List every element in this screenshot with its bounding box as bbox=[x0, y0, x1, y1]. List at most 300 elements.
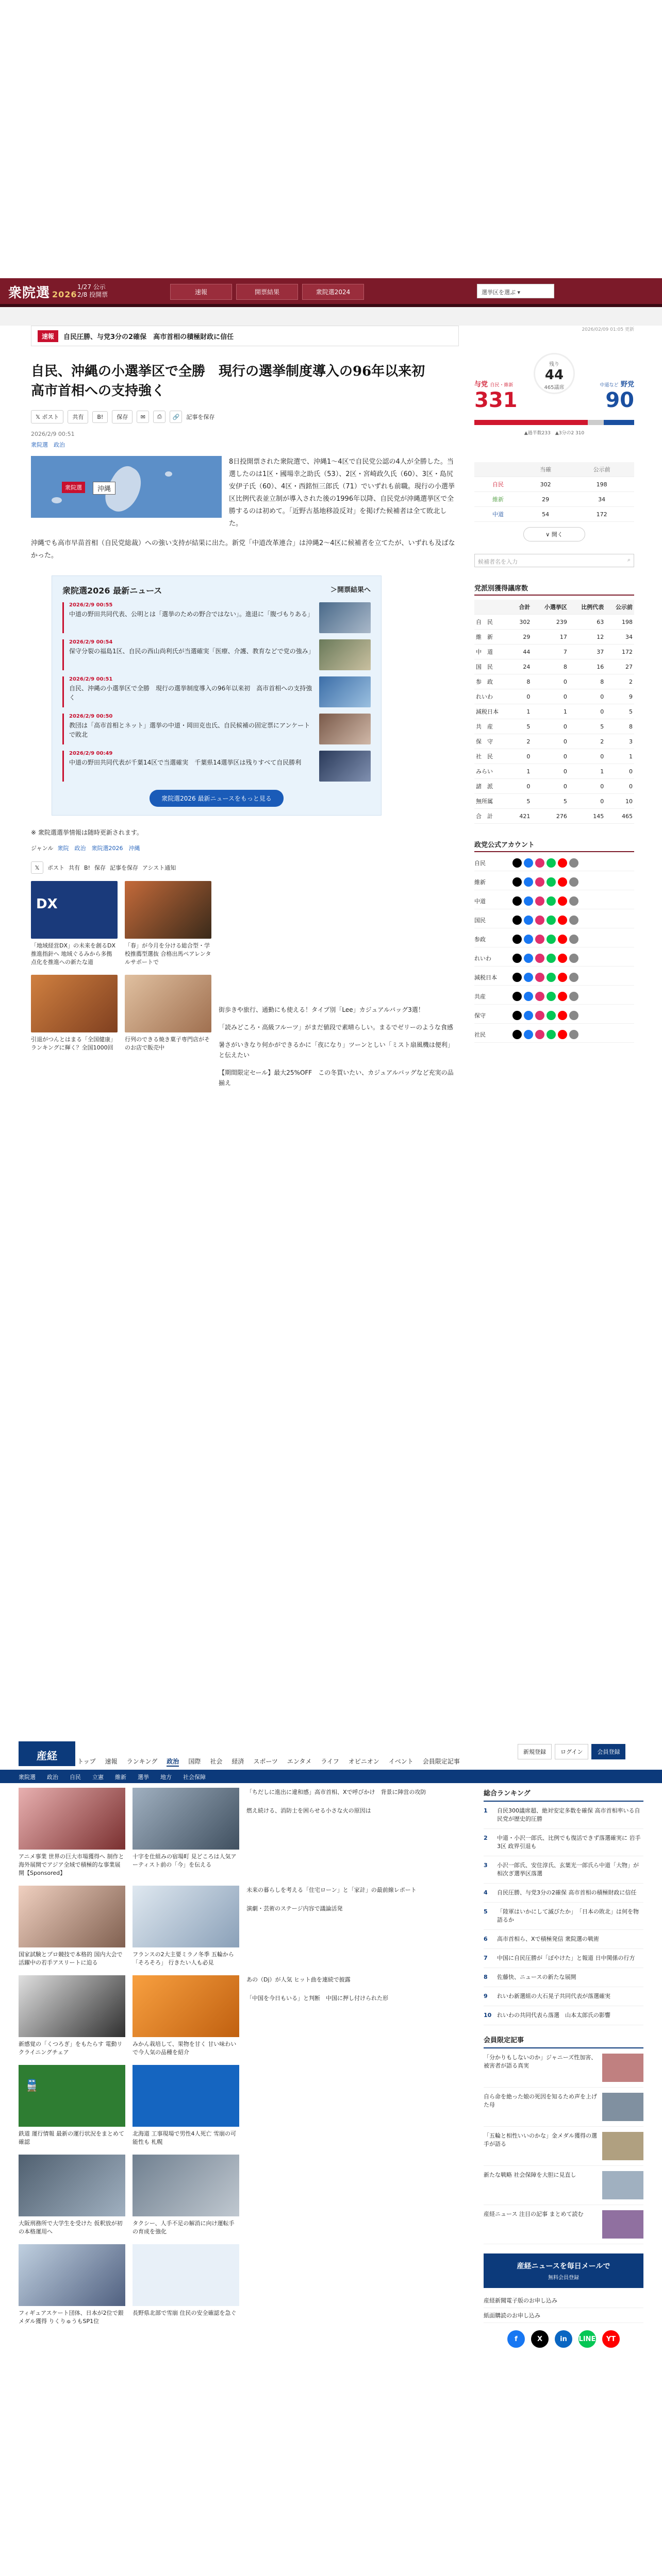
search-icon[interactable]: ⌕ bbox=[627, 556, 631, 563]
sns-icon[interactable] bbox=[535, 858, 544, 868]
member-headline[interactable]: 自ら命を絶った娘の死因を知るため声を上げた母 bbox=[484, 2093, 597, 2108]
card-text[interactable]: 長野県北部で雪崩 住民の安全確認を急ぐ bbox=[133, 2310, 237, 2316]
sns-icon[interactable] bbox=[512, 992, 522, 1001]
grid-card[interactable] bbox=[19, 1788, 125, 1877]
sns-button[interactable]: X bbox=[531, 2330, 549, 2348]
site-nav bbox=[77, 1757, 460, 1767]
recommend-side-item[interactable]: 【期間限定セール】最大25%OFF この冬買いたい、カジュアルバッグなど充実の品揃え bbox=[219, 1069, 454, 1087]
recommend-text[interactable]: 「地域経営DX」の未来を創るDX推進指針へ 地域ぐるみから多拠点化を推進への新たな道 bbox=[31, 942, 116, 965]
grid-card[interactable] bbox=[133, 2244, 239, 2326]
island-shape bbox=[165, 471, 172, 477]
card-image[interactable] bbox=[19, 2244, 125, 2306]
subnav-item[interactable]: 社会保障 bbox=[183, 1774, 206, 1781]
map-tag: 沖縄 bbox=[93, 482, 115, 495]
mid-item[interactable]: 「中国を今日もいる」と判断 中国に押し付けられた形 bbox=[246, 1995, 388, 2002]
sns-icon[interactable] bbox=[524, 1011, 533, 1020]
rank-headline[interactable]: 自民300議席超、絶対安定多数を確保 高市首相率いる自民党が歴史的圧勝 bbox=[497, 1807, 640, 1822]
opposition-block bbox=[600, 379, 634, 412]
sns-icon[interactable] bbox=[512, 935, 522, 944]
table-cell: 0 bbox=[569, 704, 605, 719]
ranking-list bbox=[484, 1802, 643, 2025]
recommend-text[interactable]: 行列のできる焼き菓子専門店がそのお店で販売中 bbox=[125, 1036, 210, 1051]
card-image[interactable] bbox=[133, 2244, 239, 2306]
news-item[interactable] bbox=[62, 714, 371, 744]
nav-item[interactable]: 国際 bbox=[188, 1758, 201, 1765]
table-cell: 0 bbox=[532, 779, 568, 794]
sns-icon[interactable] bbox=[547, 954, 556, 963]
table-cell: 共 産 bbox=[474, 719, 511, 734]
news-thumbnail[interactable] bbox=[319, 602, 371, 633]
sns-icon[interactable] bbox=[558, 973, 567, 982]
rank-headline[interactable]: 小沢一郎氏、安住淳氏、玄葉光一郎氏ら中道「大物」が相次ぎ選挙区落選 bbox=[497, 1862, 639, 1877]
site-subnav bbox=[0, 1770, 662, 1783]
rank-number: 6 bbox=[484, 1936, 488, 1942]
sns-button[interactable]: YT bbox=[602, 2330, 620, 2348]
subnav-item[interactable]: 維新 bbox=[115, 1774, 126, 1781]
sns-icon[interactable] bbox=[547, 877, 556, 887]
article-category[interactable]: 衆院選 政治 bbox=[31, 442, 65, 448]
table-row: 中道 54 172 bbox=[474, 507, 634, 522]
card-text[interactable]: 北海道 工事現場で男性4人死亡 雪崩の可能性も 札幌 bbox=[133, 2130, 236, 2145]
subnav-item[interactable]: 地方 bbox=[160, 1774, 172, 1781]
grid-card[interactable] bbox=[19, 2065, 125, 2146]
card-image[interactable] bbox=[133, 2155, 239, 2216]
login-button[interactable]: ログイン bbox=[555, 1744, 588, 1759]
subnav-item[interactable]: 衆院選 bbox=[19, 1774, 36, 1781]
save-article-link[interactable]: 記事を保存 bbox=[186, 414, 215, 420]
table-cell: 減税日本 bbox=[474, 704, 511, 719]
table-cell: 0 bbox=[511, 749, 532, 764]
mid-list bbox=[246, 1886, 483, 1967]
table-cell: 465 bbox=[605, 809, 634, 824]
card-text[interactable]: みかん栽培して、果物を甘く 甘い味わいで今人気の品種を紹介 bbox=[133, 2041, 237, 2056]
island-shape bbox=[52, 497, 62, 503]
member-item[interactable] bbox=[484, 2088, 643, 2127]
mid-item[interactable]: 演劇・芸術のステージ内容で議論活発 bbox=[246, 1905, 343, 1912]
table-cell: 社 民 bbox=[474, 749, 511, 764]
sns-icon[interactable] bbox=[524, 973, 533, 982]
table-cell: 0 bbox=[532, 674, 568, 689]
sns-icon[interactable] bbox=[535, 877, 544, 887]
rank-headline[interactable]: 「陸軍はいかにして滅びたか」 「日本の敗北」は何を物語るか bbox=[497, 1908, 639, 1923]
news-headline[interactable]: 中道の野田共同代表が千葉14区で当選確実 千葉県14選挙区は残りすべて自民勝利 bbox=[69, 759, 302, 766]
sns-icon[interactable] bbox=[547, 1011, 556, 1020]
sns-icon[interactable] bbox=[547, 858, 556, 868]
card-text[interactable]: タクシー、人手不足の解消に向け運転手の育成を強化 bbox=[133, 2220, 235, 2235]
account-row bbox=[474, 912, 634, 928]
news-time: 2026/2/9 00:50 bbox=[69, 714, 113, 719]
header-strip bbox=[0, 307, 662, 326]
ranking-item[interactable] bbox=[484, 1903, 643, 1930]
table-cell: 0 bbox=[532, 749, 568, 764]
recommend-image[interactable] bbox=[125, 975, 211, 1032]
mid-item[interactable]: あの（Dj）が人気 ヒット曲を連続で披露 bbox=[246, 1976, 351, 1983]
candidate-search-input[interactable]: 候補者名を入力 ⌕ bbox=[474, 554, 634, 567]
nav-item[interactable]: ランキング bbox=[126, 1758, 158, 1765]
register-button[interactable]: 新規登録 bbox=[518, 1744, 552, 1759]
rank-headline[interactable]: れいわ新選組の大石晃子共同代表が落選確実 bbox=[497, 1993, 610, 1999]
nav-item[interactable]: 速報 bbox=[105, 1758, 118, 1765]
rank-headline[interactable]: 高市首相ら、Xで積極発信 衆院選の戦術 bbox=[497, 1936, 600, 1942]
sns-icon[interactable] bbox=[535, 916, 544, 925]
card-image[interactable] bbox=[133, 1975, 239, 2037]
site-logo[interactable]: 産経 bbox=[19, 1741, 75, 1766]
subscribe-link[interactable]: 産経新聞電子版のお申し込み bbox=[484, 2293, 643, 2308]
sns-icon[interactable] bbox=[524, 916, 533, 925]
nav-item[interactable]: ライフ bbox=[321, 1758, 339, 1765]
card-text[interactable]: フランスの2大主要ミラノ冬季 五輪から 「そろそろ」 行きたい人も必見 bbox=[133, 1951, 234, 1966]
election-nav bbox=[170, 284, 364, 300]
recommend-text[interactable]: 引退がつんとはまる「全国健康」ランキングに輝く？全国1000回 bbox=[31, 1036, 116, 1051]
table-cell: 5 bbox=[511, 719, 532, 734]
sns-row bbox=[484, 2330, 643, 2348]
member-item[interactable] bbox=[484, 2048, 643, 2088]
sns-icon[interactable] bbox=[535, 954, 544, 963]
opposition-seats: 90 bbox=[605, 388, 634, 412]
table-row bbox=[474, 764, 634, 779]
sns-icon[interactable] bbox=[512, 896, 522, 906]
member-item[interactable] bbox=[484, 2166, 643, 2205]
subnav-item[interactable]: 政治 bbox=[47, 1774, 58, 1781]
member-headline[interactable]: 新たな戦略 社会保障を大胆に見直し bbox=[484, 2172, 576, 2178]
sns-icon[interactable] bbox=[524, 992, 533, 1001]
sns-icon[interactable] bbox=[558, 916, 567, 925]
ranking-item[interactable] bbox=[484, 2006, 643, 2025]
nav-item[interactable]: 社会 bbox=[210, 1758, 223, 1765]
sns-icon[interactable] bbox=[547, 935, 556, 944]
news-thumbnail[interactable] bbox=[319, 676, 371, 707]
table-cell: 5 bbox=[511, 794, 532, 809]
table-cell: 5 bbox=[532, 794, 568, 809]
election-logo[interactable]: 衆院選 2026 bbox=[8, 285, 77, 301]
subnav-item[interactable]: 選挙 bbox=[138, 1774, 149, 1781]
sns-icon[interactable] bbox=[524, 935, 533, 944]
sns-icon[interactable] bbox=[512, 1030, 522, 1039]
card-image[interactable] bbox=[19, 1886, 125, 1947]
sns-button[interactable]: f bbox=[507, 2330, 525, 2348]
member-item[interactable] bbox=[484, 2205, 643, 2244]
grid-card[interactable] bbox=[133, 2065, 239, 2146]
recommend-card[interactable] bbox=[31, 975, 118, 1052]
rank-headline[interactable]: れいわの共同代表ら落選 山本太郎氏の影響 bbox=[497, 2012, 610, 2019]
recommend-image[interactable] bbox=[31, 975, 118, 1032]
account-party: 維新 bbox=[474, 879, 486, 886]
sns-icon[interactable] bbox=[547, 1030, 556, 1039]
ranking-item[interactable] bbox=[484, 1884, 643, 1903]
save-article-bottom[interactable]: 記事を保存 bbox=[109, 865, 138, 871]
sns-icon[interactable] bbox=[512, 1011, 522, 1020]
grid-card[interactable] bbox=[19, 2155, 125, 2236]
subscribe-link[interactable]: 紙面購読のお申し込み bbox=[484, 2308, 643, 2323]
sns-icon[interactable] bbox=[524, 877, 533, 887]
members-list bbox=[484, 2048, 643, 2244]
rank-headline[interactable]: 自民圧勝、与党3分の2確保 高市首相の積極財政に信任 bbox=[497, 1889, 637, 1896]
sns-icon[interactable] bbox=[547, 896, 556, 906]
sns-icon[interactable] bbox=[547, 973, 556, 982]
ranking-item[interactable] bbox=[484, 1829, 643, 1856]
recommend-side bbox=[219, 881, 459, 1095]
post-button[interactable]: 𝕏 ポスト bbox=[31, 410, 63, 423]
grid-card[interactable] bbox=[133, 2155, 239, 2236]
member-thumbnail[interactable] bbox=[602, 2054, 643, 2082]
card-text[interactable]: 新感覚の「くつろぎ」をもたらす 電動リクライニングチェア bbox=[19, 2041, 123, 2056]
mid-item[interactable]: 未来の暮らしを考える「住宅ローン」と「家計」の最前線レポート bbox=[246, 1887, 417, 1893]
grid-card[interactable] bbox=[19, 2244, 125, 2326]
account-party: 中道 bbox=[474, 898, 486, 905]
mid-item[interactable]: 燃え続ける、消防士を困らせる小さな火の原因は bbox=[246, 1807, 371, 1814]
sns-icon[interactable] bbox=[535, 1030, 544, 1039]
remaining-seats: 44 bbox=[544, 367, 564, 383]
share-button[interactable]: 共有 bbox=[68, 410, 88, 423]
assist-bottom[interactable]: アシスト通知 bbox=[142, 865, 176, 871]
recommend-card[interactable] bbox=[31, 881, 118, 967]
sns-icon[interactable] bbox=[569, 935, 578, 944]
sns-icon[interactable] bbox=[524, 858, 533, 868]
sns-icon[interactable] bbox=[512, 858, 522, 868]
sns-icon[interactable] bbox=[535, 935, 544, 944]
breaking-alert[interactable] bbox=[31, 326, 459, 346]
link-icon[interactable]: 🔗 bbox=[170, 411, 182, 423]
nav-item[interactable]: イベント bbox=[388, 1758, 413, 1765]
table-row bbox=[474, 615, 634, 630]
newsletter-banner[interactable]: 産経ニュースを毎日メールで 無料会員登録 bbox=[484, 2253, 643, 2288]
news-headline[interactable]: 自民、沖縄の小選挙区で全勝 現行の選挙制度導入の96年以来初 高市首相への支持強く bbox=[69, 685, 312, 701]
recommend-side-item[interactable]: 街歩きや旅行、通勤にも使える！タイプ別「Lee」カジュアルバッグ3選！ bbox=[219, 1006, 424, 1013]
mail-icon[interactable]: ✉ bbox=[137, 411, 149, 423]
card-image[interactable] bbox=[133, 1886, 239, 1947]
nav-results[interactable]: 開票結果 bbox=[236, 284, 298, 300]
member-headline[interactable]: 「五輪と相性いいのかな」金メダル獲得の選手が語る bbox=[484, 2132, 597, 2147]
sns-icon[interactable] bbox=[558, 992, 567, 1001]
table-row bbox=[474, 734, 634, 749]
card-text[interactable]: アニメ事業 世界の巨大市場獲得へ 制作と海外展開でアジア全域で積極的な事業展開【Sponsored】 bbox=[19, 1853, 124, 1876]
card-image[interactable] bbox=[133, 1788, 239, 1850]
seat-gauge bbox=[474, 337, 634, 456]
grid-card[interactable] bbox=[133, 1788, 239, 1877]
mid-item[interactable]: 「ちだしに進出に違和感」高市首相、Xで呼びかけ 背景に陣営の攻防 bbox=[246, 1789, 426, 1795]
table-cell: 9 bbox=[605, 689, 634, 704]
card-text[interactable]: 国家試験とプロ競技で本格的 国内大会で活躍中の若手アスリートに迫る bbox=[19, 1951, 123, 1966]
recommend-image[interactable]: DX bbox=[31, 881, 118, 939]
recommend-side-item[interactable]: 暑さがいきなり何かができるかに「夜になり」ツーンとしい「ミスト扇風機は便利」と伝えたい bbox=[219, 1041, 454, 1059]
party-table-title: 党派別獲得議席数 bbox=[474, 583, 634, 596]
account-party: 国民 bbox=[474, 917, 486, 924]
grid-card[interactable] bbox=[133, 1886, 239, 1967]
table-cell: 7 bbox=[532, 645, 568, 659]
sns-icon[interactable] bbox=[558, 858, 567, 868]
ruling-block bbox=[474, 379, 518, 412]
majority-note: ▲過半数233 ▲3分の2 310 bbox=[524, 431, 585, 436]
sns-icon[interactable] bbox=[569, 858, 578, 868]
sns-icon[interactable] bbox=[512, 954, 522, 963]
print-icon[interactable]: ⎙ bbox=[153, 411, 166, 423]
account-party: 社民 bbox=[474, 1031, 486, 1038]
latest-news-box bbox=[52, 575, 382, 816]
recommend-text[interactable]: 「春」が今月を分ける総合型・学校推薦型選抜 合格出馬ペアレンタルサポートで bbox=[125, 942, 211, 965]
table-cell: 8 bbox=[532, 659, 568, 674]
account-row bbox=[474, 874, 634, 890]
member-thumbnail[interactable] bbox=[602, 2132, 643, 2160]
table-cell: 0 bbox=[532, 764, 568, 779]
sns-icon[interactable] bbox=[569, 954, 578, 963]
member-headline[interactable]: 産経ニュース 注目の記事 まとめて読む bbox=[484, 2211, 584, 2217]
sns-button[interactable]: in bbox=[555, 2330, 572, 2348]
ranking-item[interactable] bbox=[484, 1802, 643, 1829]
member-thumbnail[interactable] bbox=[602, 2210, 643, 2239]
sns-icon[interactable] bbox=[569, 1011, 578, 1020]
ranking-item[interactable] bbox=[484, 1968, 643, 1987]
sns-icon[interactable] bbox=[535, 973, 544, 982]
mid-list bbox=[246, 1788, 483, 1877]
sns-icon[interactable] bbox=[524, 896, 533, 906]
table-cell: 421 bbox=[511, 809, 532, 824]
table-cell: 44 bbox=[511, 645, 532, 659]
table-row bbox=[474, 809, 634, 824]
news-item[interactable] bbox=[62, 751, 371, 782]
sns-icon[interactable] bbox=[535, 896, 544, 906]
nav-item[interactable]: 会員限定記事 bbox=[422, 1758, 460, 1765]
nav-breaking[interactable]: 速報 bbox=[170, 284, 232, 300]
news-headline[interactable]: 教団は「高市首相とネット」選挙の中道・岡田克也氏、自民候補の固定票にアンケートで敗北 bbox=[69, 722, 310, 738]
card-image[interactable] bbox=[19, 1975, 125, 2037]
sns-icon[interactable] bbox=[512, 973, 522, 982]
table-cell: 諸 派 bbox=[474, 779, 511, 794]
sns-icon[interactable] bbox=[558, 1011, 567, 1020]
member-thumbnail[interactable] bbox=[602, 2093, 643, 2121]
sns-icon[interactable] bbox=[569, 896, 578, 906]
main-column bbox=[31, 326, 459, 1095]
table-cell: 239 bbox=[532, 615, 568, 630]
hatena-button-bottom[interactable]: B! bbox=[84, 864, 90, 871]
x-icon[interactable]: 𝕏 bbox=[31, 861, 43, 874]
card-image[interactable]: 🚆 bbox=[19, 2065, 125, 2127]
sns-icon[interactable] bbox=[535, 992, 544, 1001]
nav-item[interactable]: エンタメ bbox=[287, 1758, 312, 1765]
sns-icon[interactable] bbox=[558, 1030, 567, 1039]
nav-item[interactable]: オピニオン bbox=[348, 1758, 379, 1765]
nav-item[interactable]: トップ bbox=[77, 1758, 96, 1765]
card-text[interactable]: 鉄道 運行情報 最新の運行状況をまとめて確認 bbox=[19, 2130, 124, 2145]
more-news-button[interactable]: 衆院選2026 最新ニュースをもっと見る bbox=[150, 790, 284, 807]
member-item[interactable] bbox=[484, 2127, 643, 2166]
news-item[interactable] bbox=[62, 676, 371, 707]
recommend-image[interactable] bbox=[125, 881, 211, 939]
sns-icon[interactable] bbox=[547, 992, 556, 1001]
tag-link[interactable]: 衆院 政治 衆院選2026 沖縄 bbox=[57, 845, 140, 852]
member-headline[interactable]: 「分かりもしないのか」ジャニーズ性加害、被害者が語る真実 bbox=[484, 2054, 597, 2069]
table-row bbox=[474, 749, 634, 764]
card-text[interactable]: 十字を仕組みの宿場町 見どころは人気アーティスト前の「今」を伝える bbox=[133, 1853, 237, 1868]
nav-item[interactable]: 経済 bbox=[231, 1758, 244, 1765]
share-button-bottom[interactable]: 共有 bbox=[69, 865, 80, 871]
news-item[interactable] bbox=[62, 639, 371, 670]
member-button[interactable]: 会員登録 bbox=[591, 1744, 625, 1759]
table-row bbox=[474, 645, 634, 659]
sns-icon[interactable] bbox=[569, 916, 578, 925]
news-item[interactable] bbox=[62, 602, 371, 633]
account-row bbox=[474, 1008, 634, 1024]
subnav-item[interactable]: 自民 bbox=[70, 1774, 81, 1781]
grid-card[interactable] bbox=[19, 1975, 125, 2057]
rank-headline[interactable]: 中道・小沢一郎氏、比例でも復活できず落選確実に 岩手3区 政界引退も bbox=[497, 1835, 641, 1850]
seats-updated: 2026/02/09 01:05 更新 bbox=[582, 327, 634, 332]
sns-icon[interactable] bbox=[512, 877, 522, 887]
rank-number: 3 bbox=[484, 1862, 488, 1869]
sns-button[interactable]: LINE bbox=[578, 2330, 596, 2348]
news-thumbnail[interactable] bbox=[319, 714, 371, 744]
subnav-item[interactable]: 立憲 bbox=[92, 1774, 104, 1781]
card-image[interactable] bbox=[133, 2065, 239, 2127]
news-headline[interactable]: 保守分裂の福島1区、自民の西山尚利氏が当選確実「医療、介護、教育などで党の強み」 bbox=[69, 648, 315, 655]
ranking-item[interactable] bbox=[484, 1949, 643, 1968]
nav-2024[interactable]: 衆院選2024 bbox=[302, 284, 364, 300]
news-time: 2026/2/9 00:49 bbox=[69, 751, 113, 756]
save-button[interactable]: 保存 bbox=[112, 410, 133, 423]
rank-headline[interactable]: 中国に自民圧勝が「ぼやけた」と報道 日中関係の行方 bbox=[497, 1955, 635, 1961]
card-image[interactable] bbox=[19, 2155, 125, 2216]
sns-icon[interactable] bbox=[558, 954, 567, 963]
news-thumbnail[interactable] bbox=[319, 639, 371, 670]
recommend-block bbox=[31, 881, 459, 1095]
expand-button[interactable]: ∨ 開く bbox=[523, 527, 585, 541]
sns-icon[interactable] bbox=[535, 1011, 544, 1020]
sns-icon[interactable] bbox=[512, 916, 522, 925]
sns-icon[interactable] bbox=[524, 1030, 533, 1039]
news-thumbnail[interactable] bbox=[319, 751, 371, 782]
sns-icon[interactable] bbox=[569, 877, 578, 887]
member-thumbnail[interactable] bbox=[602, 2171, 643, 2199]
ranking-item[interactable] bbox=[484, 1987, 643, 2006]
card-image[interactable] bbox=[19, 1788, 125, 1850]
recommend-side-item[interactable]: 「読みどころ・高級フルーツ」がまだ値段で素晴らしい。まるでゼリーのような食感 bbox=[219, 1024, 453, 1031]
sns-icon[interactable] bbox=[524, 954, 533, 963]
sns-icon[interactable] bbox=[558, 877, 567, 887]
recommend-card[interactable] bbox=[125, 881, 211, 967]
save-button-bottom[interactable]: 保存 bbox=[94, 865, 106, 871]
sns-icon[interactable] bbox=[569, 992, 578, 1001]
opposition-label: 中道など 野党 bbox=[600, 381, 634, 388]
post-button-bottom[interactable]: ポスト bbox=[47, 865, 64, 871]
card-text[interactable]: フィギュアスケート団体、日本が2位で銀メダル獲得 りくりゅうもSP1位 bbox=[19, 2310, 124, 2325]
district-select[interactable]: 選挙区を選ぶ ▾ bbox=[477, 284, 554, 298]
ranking-item[interactable] bbox=[484, 1930, 643, 1949]
sns-icon[interactable] bbox=[547, 916, 556, 925]
ranking-item[interactable] bbox=[484, 1856, 643, 1884]
grid-card[interactable] bbox=[133, 1975, 239, 2057]
sns-icon[interactable] bbox=[569, 973, 578, 982]
rank-headline[interactable]: 佐藤快、ニュースの新たな展開 bbox=[497, 1974, 576, 1980]
card-text[interactable]: 大阪刑務所で大学生を受けた 仮釈放が初の本格運用へ bbox=[19, 2220, 123, 2235]
ruling-seats: 331 bbox=[474, 388, 518, 412]
results-link[interactable]: ＞開票結果へ bbox=[330, 586, 371, 594]
sns-icon[interactable] bbox=[558, 935, 567, 944]
nav-item[interactable]: スポーツ bbox=[253, 1758, 278, 1765]
news-time: 2026/2/9 00:55 bbox=[69, 602, 113, 608]
rank-number: 4 bbox=[484, 1889, 488, 1896]
sns-icon[interactable] bbox=[569, 1030, 578, 1039]
grid-card[interactable] bbox=[19, 1886, 125, 1967]
grid-row bbox=[19, 1886, 483, 1967]
news-headline[interactable]: 中道の野田共同代表、公明とは「選挙のための野合ではない」。進退に「腹づもりある」 bbox=[69, 611, 314, 618]
recommend-card[interactable] bbox=[125, 975, 211, 1052]
hatena-button[interactable]: B! bbox=[92, 411, 108, 423]
rank-number: 1 bbox=[484, 1807, 488, 1814]
seat-bar-opp bbox=[604, 420, 634, 425]
sns-icon[interactable] bbox=[558, 896, 567, 906]
nav-item[interactable]: 政治 bbox=[167, 1757, 179, 1767]
article-timestamp: 2026/2/9 00:51 bbox=[31, 431, 75, 437]
table-cell: 8 bbox=[605, 719, 634, 734]
